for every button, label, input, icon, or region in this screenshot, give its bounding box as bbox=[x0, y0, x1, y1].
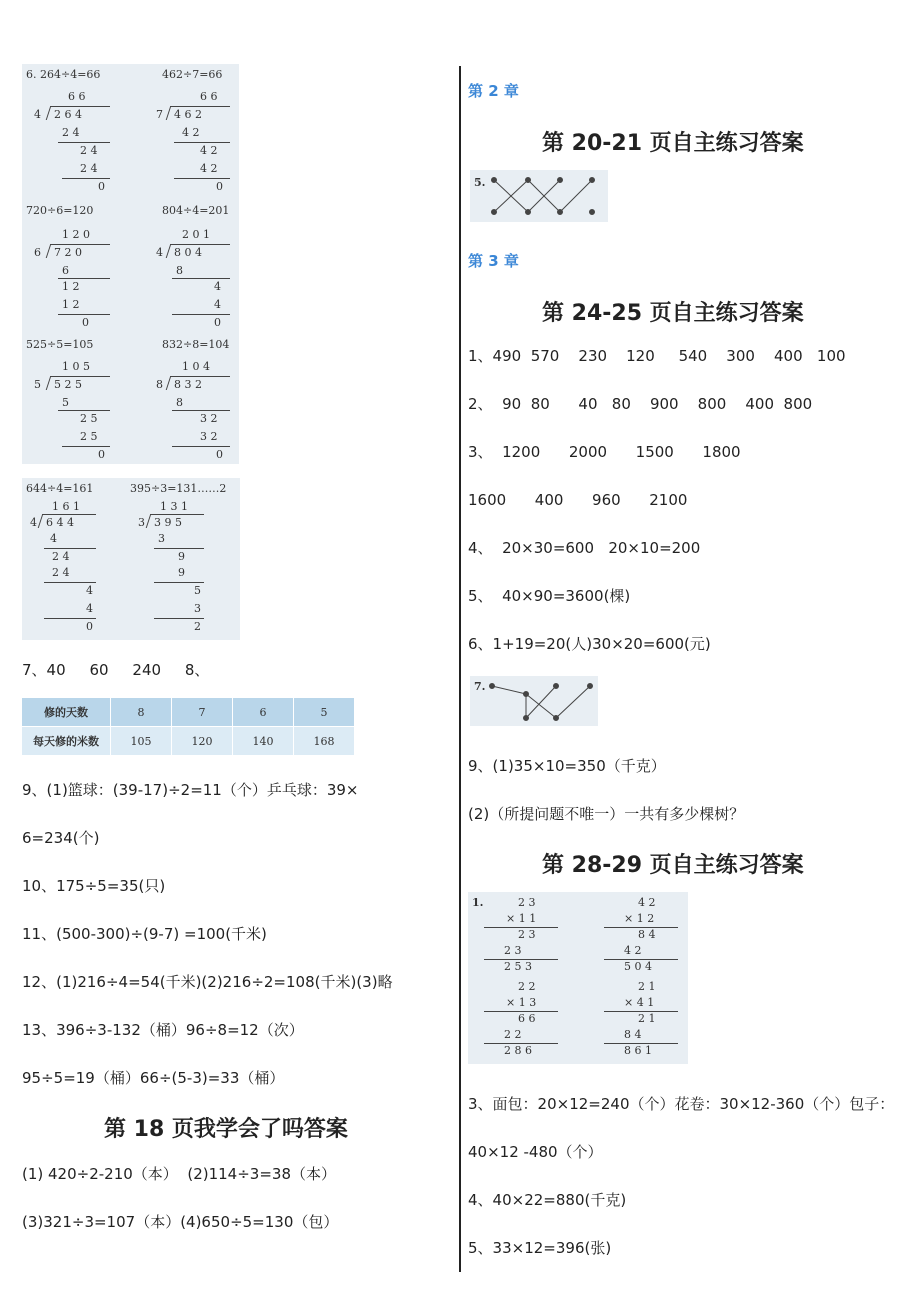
division-step: 2 5 bbox=[80, 412, 98, 425]
repair-days-table bbox=[22, 698, 355, 756]
division-step: 5 bbox=[194, 584, 201, 597]
multiplication-scan bbox=[468, 892, 688, 1064]
section-heading: 第 24-25 页自主练习答案 bbox=[542, 301, 804, 326]
answer-line: 6、1+19=20(人)30×20=600(元) bbox=[468, 635, 711, 653]
table-cell: 168 bbox=[294, 727, 355, 756]
division-divisor: 4 bbox=[30, 516, 37, 529]
division-remainder: 0 bbox=[98, 180, 105, 193]
division-dividend: 8 0 4 bbox=[174, 246, 202, 259]
division-equation: 525÷5=105 bbox=[26, 338, 94, 351]
division-step: 9 bbox=[178, 550, 185, 563]
division-step: 5 bbox=[62, 396, 69, 409]
division-scan-2 bbox=[22, 478, 240, 640]
table-cell: 140 bbox=[233, 727, 294, 756]
mult-partial: 8 4 bbox=[624, 1028, 642, 1041]
division-divisor: 4 bbox=[156, 246, 163, 259]
table-cell: 6 bbox=[233, 698, 294, 727]
table-cell: 7 bbox=[172, 698, 233, 727]
answer-line: 2、 90 80 40 80 900 800 400 800 bbox=[468, 395, 813, 413]
mult-partial: 2 3 bbox=[504, 944, 522, 957]
answer-line: 3、面包：20×12=240（个）花卷：30×12-360（个）包子： bbox=[468, 1095, 895, 1113]
division-remainder: 0 bbox=[216, 448, 223, 461]
division-remainder: 0 bbox=[82, 316, 89, 329]
answer-line: 1、490 570 230 120 540 300 400 100 bbox=[468, 347, 846, 365]
division-scan-1 bbox=[22, 64, 239, 464]
division-equation: 832÷8=104 bbox=[162, 338, 230, 351]
answer-line: (2)（所提问题不唯一）一共有多少棵树？ bbox=[468, 805, 745, 823]
division-step: 1 2 bbox=[62, 280, 80, 293]
answer-line: 10、175÷5=35(只) bbox=[22, 877, 166, 895]
division-remainder: 0 bbox=[214, 316, 221, 329]
answer-line: (3)321÷3=107（本）(4)650÷5=130（包） bbox=[22, 1213, 339, 1231]
answer-line: 9、(1)篮球：(39-17)÷2=11（个）乒乓球：39× bbox=[22, 781, 359, 799]
chapter-label: 第 2 章 bbox=[468, 82, 519, 100]
mult-partial: 6 6 bbox=[518, 1012, 536, 1025]
mult-operand: × 1 1 bbox=[506, 912, 537, 925]
answer-line: 6=234(个) bbox=[22, 829, 100, 847]
mult-operand: × 1 2 bbox=[624, 912, 655, 925]
division-step: 2 4 bbox=[52, 566, 70, 579]
division-remainder: 0 bbox=[98, 448, 105, 461]
division-step: 2 5 bbox=[80, 430, 98, 443]
mult-operand: 2 1 bbox=[638, 980, 656, 993]
division-quotient: 1 0 4 bbox=[182, 360, 210, 373]
division-step: 8 bbox=[176, 264, 183, 277]
section-heading: 第 28-29 页自主练习答案 bbox=[542, 853, 804, 878]
division-quotient: 1 3 1 bbox=[160, 500, 188, 513]
mult-product: 2 5 3 bbox=[504, 960, 532, 973]
division-step: 2 4 bbox=[80, 144, 98, 157]
answer-line: 4、 20×30=600 20×10=200 bbox=[468, 539, 701, 557]
division-quotient: 1 2 0 bbox=[62, 228, 90, 241]
table-cell: 105 bbox=[111, 727, 172, 756]
division-equation: 804÷4=201 bbox=[162, 204, 230, 217]
answer-line: 95÷5=19（桶）66÷(5-3)=33（桶） bbox=[22, 1069, 285, 1087]
table-cell: 5 bbox=[294, 698, 355, 727]
figure-label: 5. bbox=[474, 176, 486, 189]
section-heading: 第 20-21 页自主练习答案 bbox=[542, 131, 804, 156]
column-divider bbox=[459, 66, 461, 1272]
division-divisor: 8 bbox=[156, 378, 163, 391]
division-step: 3 bbox=[194, 602, 201, 615]
division-equation: 720÷6=120 bbox=[26, 204, 94, 217]
mult-operand: 2 2 bbox=[518, 980, 536, 993]
division-equation: 644÷4=161 bbox=[26, 482, 94, 495]
matching-figure-5 bbox=[470, 170, 608, 222]
division-dividend: 7 2 0 bbox=[54, 246, 82, 259]
answer-line: 1600 400 960 2100 bbox=[468, 491, 688, 509]
table-cell: 8 bbox=[111, 698, 172, 727]
division-divisor: 4 bbox=[34, 108, 41, 121]
answer-line: 9、(1)35×10=350（千克） bbox=[468, 757, 666, 775]
answer-line: 4、40×22=880(千克) bbox=[468, 1191, 627, 1209]
chapter-label: 第 3 章 bbox=[468, 252, 519, 270]
answer-line: 11、(500-300)÷(9-7) =100(千米) bbox=[22, 925, 267, 943]
mult-product: 2 8 6 bbox=[504, 1044, 532, 1057]
mult-partial: 2 1 bbox=[638, 1012, 656, 1025]
mult-partial: 8 4 bbox=[638, 928, 656, 941]
answer-line: 5、 40×90=3600(棵) bbox=[468, 587, 631, 605]
division-step: 4 bbox=[86, 584, 93, 597]
division-step: 3 2 bbox=[200, 430, 218, 443]
mult-product: 8 6 1 bbox=[624, 1044, 652, 1057]
figure-label: 1. bbox=[472, 896, 484, 909]
division-step: 1 2 bbox=[62, 298, 80, 311]
division-divisor: 3 bbox=[138, 516, 145, 529]
division-step: 2 4 bbox=[80, 162, 98, 175]
section-heading: 第 18 页我学会了吗答案 bbox=[104, 1117, 348, 1142]
division-step: 4 2 bbox=[200, 162, 218, 175]
answer-line: 5、33×12=396(张) bbox=[468, 1239, 612, 1257]
division-divisor: 5 bbox=[34, 378, 41, 391]
division-step: 8 bbox=[176, 396, 183, 409]
division-step: 4 bbox=[86, 602, 93, 615]
division-divisor: 7 bbox=[156, 108, 163, 121]
division-step: 2 4 bbox=[62, 126, 80, 139]
division-dividend: 5 2 5 bbox=[54, 378, 82, 391]
division-step: 4 bbox=[214, 280, 221, 293]
division-dividend: 4 6 2 bbox=[174, 108, 202, 121]
mult-product: 5 0 4 bbox=[624, 960, 652, 973]
division-quotient: 1 0 5 bbox=[62, 360, 90, 373]
division-dividend: 2 6 4 bbox=[54, 108, 82, 121]
division-step: 6 bbox=[62, 264, 69, 277]
division-quotient: 1 6 1 bbox=[52, 500, 80, 513]
division-step: 3 2 bbox=[200, 412, 218, 425]
mult-operand: × 4 1 bbox=[624, 996, 655, 1009]
division-equation: 462÷7=66 bbox=[162, 68, 223, 81]
answer-line: 13、396÷3-132（桶）96÷8=12（次） bbox=[22, 1021, 304, 1039]
division-dividend: 3 9 5 bbox=[154, 516, 182, 529]
division-equation: 395÷3=131……2 bbox=[130, 482, 227, 495]
answer-line: 3、 1200 2000 1500 1800 bbox=[468, 443, 741, 461]
answer-line: 40×12 -480（个） bbox=[468, 1143, 603, 1161]
table-row-label: 每天修的米数 bbox=[22, 727, 111, 756]
table-row-label: 修的天数 bbox=[22, 698, 111, 727]
division-quotient: 6 6 bbox=[200, 90, 218, 103]
division-step: 4 bbox=[214, 298, 221, 311]
matching-lines bbox=[470, 170, 608, 222]
division-step: 4 2 bbox=[182, 126, 200, 139]
division-dividend: 8 3 2 bbox=[174, 378, 202, 391]
division-step: 4 bbox=[50, 532, 57, 545]
answer-line: (1) 420÷2-210（本） (2)114÷3=38（本） bbox=[22, 1165, 336, 1183]
division-step: 3 bbox=[158, 532, 165, 545]
division-step: 4 2 bbox=[200, 144, 218, 157]
division-remainder: 0 bbox=[86, 620, 93, 633]
division-dividend: 6 4 4 bbox=[46, 516, 74, 529]
division-quotient: 6 6 bbox=[68, 90, 86, 103]
matching-figure-7 bbox=[470, 676, 598, 726]
figure-label: 7. bbox=[474, 680, 486, 693]
division-equation: 6. 264÷4=66 bbox=[26, 68, 101, 81]
mult-operand: 2 3 bbox=[518, 896, 536, 909]
division-divisor: 6 bbox=[34, 246, 41, 259]
answer-line-7-8: 7、40 60 240 8、 bbox=[22, 661, 210, 679]
matching-lines bbox=[470, 676, 598, 726]
table-cell: 120 bbox=[172, 727, 233, 756]
mult-partial: 4 2 bbox=[624, 944, 642, 957]
mult-operand: × 1 3 bbox=[506, 996, 537, 1009]
mult-partial: 2 2 bbox=[504, 1028, 522, 1041]
division-step: 9 bbox=[178, 566, 185, 579]
division-remainder: 2 bbox=[194, 620, 201, 633]
division-remainder: 0 bbox=[216, 180, 223, 193]
answer-line: 12、(1)216÷4=54(千米)(2)216÷2=108(千米)(3)略 bbox=[22, 973, 393, 991]
mult-partial: 2 3 bbox=[518, 928, 536, 941]
mult-operand: 4 2 bbox=[638, 896, 656, 909]
division-step: 2 4 bbox=[52, 550, 70, 563]
division-quotient: 2 0 1 bbox=[182, 228, 210, 241]
